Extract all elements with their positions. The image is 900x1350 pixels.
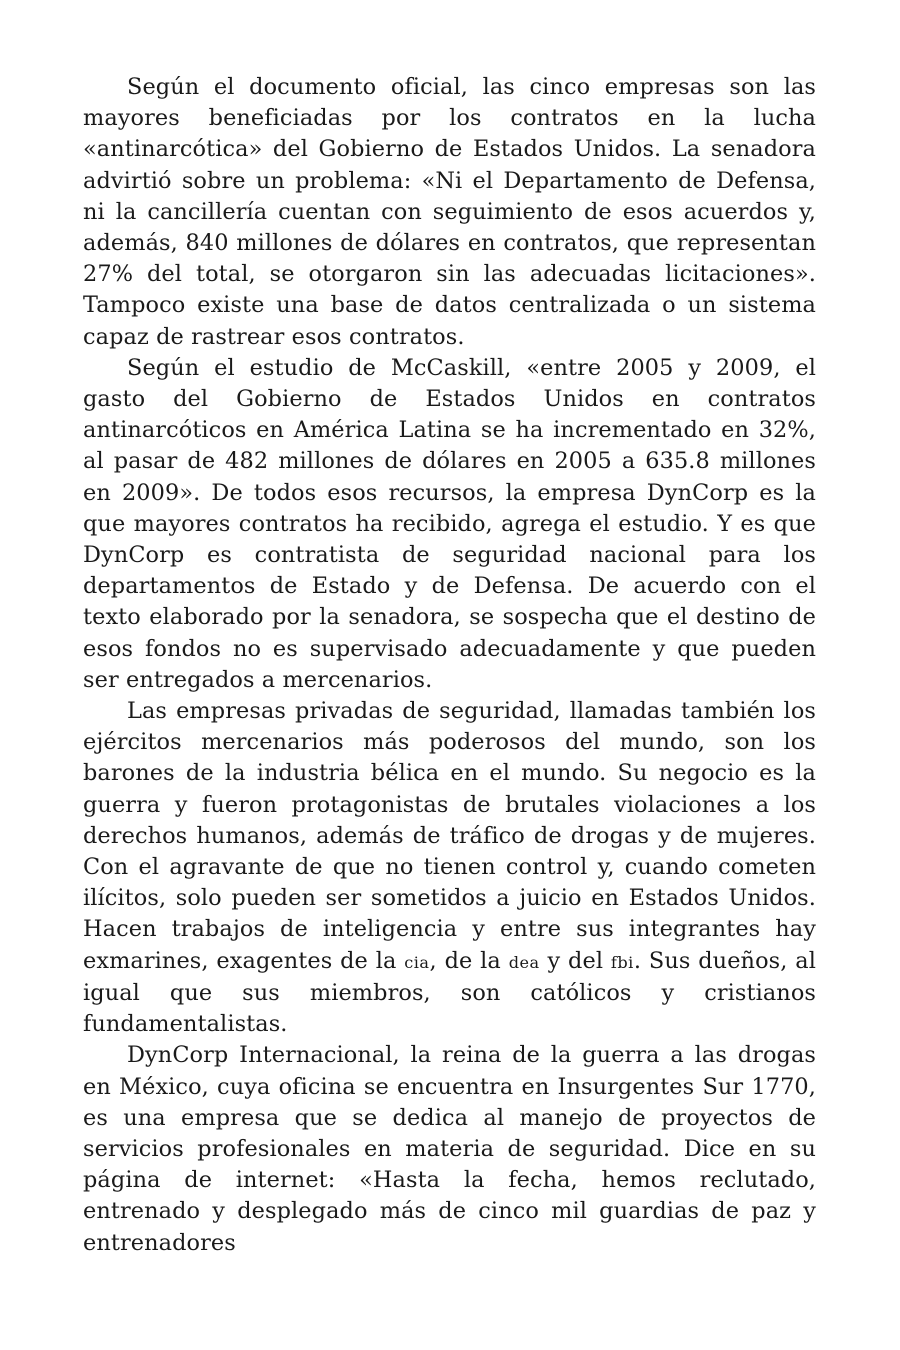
acronym-cia: cia (404, 952, 430, 972)
acronym-fbi: fbi (610, 952, 634, 972)
paragraph-3-text: . Sus dueños, al igual que sus miembros, son católicos y cristianos fundamentalistas. (83, 947, 816, 1038)
acronym-dea: dea (508, 952, 540, 972)
paragraph-1-text: Según el documento oficial, las cinco empresas son las mayores beneficiadas por los contratos en la lucha «antinarcótica» del Gobierno de Estados Unidos. La senadora advirtió sobre un problema: «Ni el Departamento de Defensa, ni la cancillería cuentan con seguimiento de esos acuerdos y, además, 840 millones de dólares en contratos, que representan 27% del total, se otorgaron sin las adecuadas licitaciones». Tampoco existe una base de datos centralizada o un sistema capaz de rastrear esos contratos. (83, 74, 816, 350)
paragraph-1 (83, 72, 816, 353)
paragraph-2 (83, 353, 816, 696)
page-body (83, 72, 816, 1259)
paragraph-3 (83, 696, 816, 1040)
paragraph-2-text: Según el estudio de McCaskill, «entre 2005 y 2009, el gasto del Gobierno de Estados Unidos en contratos antinarcóticos en América Latina se ha incrementado en 32%, al pasar de 482 millones de dólares en 2005 a 635.8 millones en 2009». De todos esos recursos, la empresa DynCorp es la que mayores contratos ha recibido, agrega el estudio. Y es que DynCorp es contratista de seguridad nacional para los departamentos de Estado y de Defensa. De acuerdo con el texto elaborado por la senadora, se sospecha que el destino de esos fondos no es supervisado adecuadamente y que pueden ser entregados a mercenarios. (83, 354, 816, 693)
paragraph-3-text: Las empresas privadas de seguridad, llamadas también los ejércitos mercenarios más poderosos del mundo, son los barones de la industria bélica en el mundo. Su negocio es la guerra y fueron protagonistas de brutales violaciones a los derechos humanos, además de tráfico de drogas y de mujeres. Con el agravante de que no tienen control y, cuando cometen ilícitos, solo pueden ser sometidos a juicio en Estados Unidos. Hacen trabajos de inteligencia y entre sus integrantes hay exmarines, exagentes de la (83, 698, 816, 974)
paragraph-4-text: DynCorp Internacional, la reina de la guerra a las drogas en México, cuya oficina se encuentra en Insurgentes Sur 1770, es una empresa que se dedica al manejo de proyectos de servicios profesionales en materia de seguridad. Dice en su página de internet: «Hasta la fecha, hemos reclutado, entrenado y desplegado más de cinco mil guardias de paz y entrenadores (83, 1042, 816, 1256)
paragraph-3-text: y del (539, 947, 611, 974)
paragraph-4 (83, 1040, 816, 1258)
paragraph-3-text: , de la (429, 947, 509, 974)
